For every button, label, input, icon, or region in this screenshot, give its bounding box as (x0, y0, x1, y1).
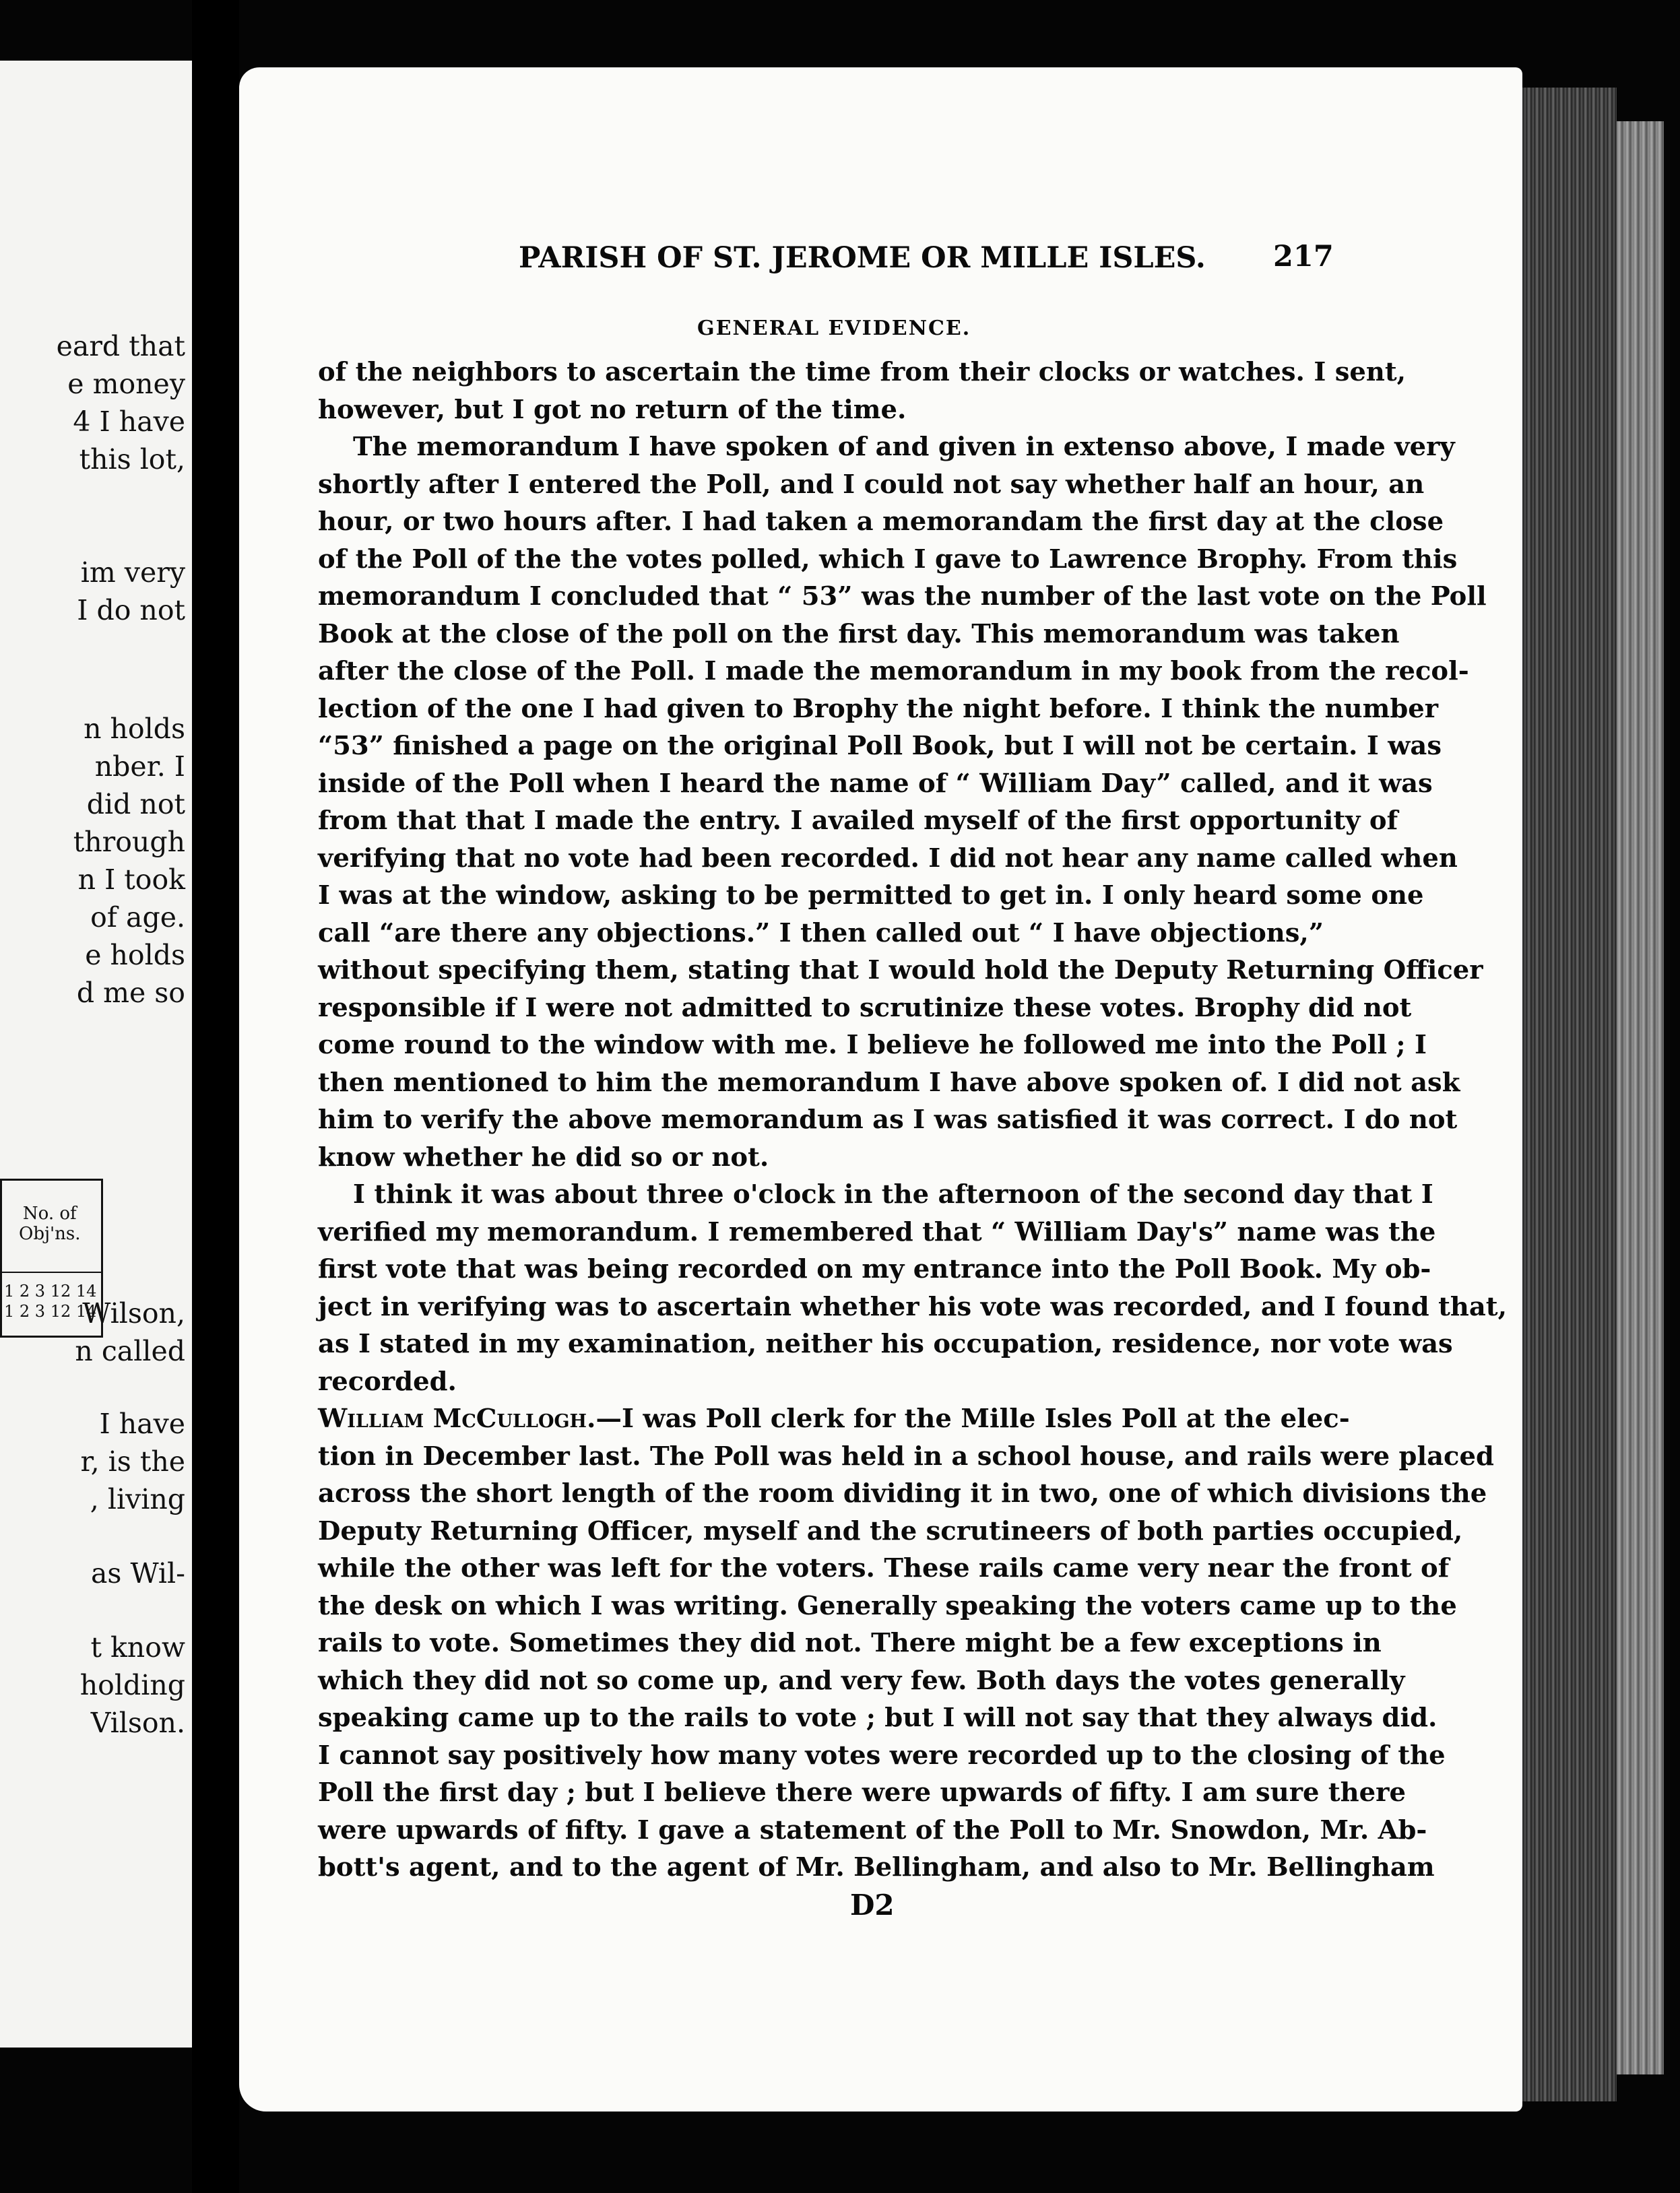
left-line: n called (75, 1335, 185, 1367)
signature-mark: D2 (850, 1889, 895, 1922)
left-line: e money (67, 368, 185, 400)
objections-table-fragment (0, 1179, 103, 1338)
text-line: recorded. (318, 1366, 457, 1397)
left-line: of age. (90, 901, 185, 934)
text-line: Book at the close of the poll on the first day. This memorandum was taken (318, 618, 1400, 649)
text-line: first vote that was being recorded on my entrance into the Poll Book. My ob- (318, 1254, 1431, 1284)
text-line: responsible if I were not admitted to scrutinize these votes. Brophy did not (318, 992, 1412, 1023)
text-line: across the short length of the room dividing it in two, one of which divisions the (318, 1478, 1487, 1509)
table-divider (0, 1181, 2, 1336)
book-gutter (192, 0, 239, 2193)
left-line: t know (90, 1631, 185, 1664)
table-row: 1 2 3 12 14 (4, 1282, 97, 1301)
left-line: did not (86, 788, 185, 820)
left-line: n holds (84, 713, 185, 745)
text-line: rails to vote. Sometimes they did not. There might be a few exceptions in (318, 1628, 1382, 1658)
table-header (19, 1204, 81, 1244)
text-line: verifying that no vote had been recorded. I did not hear any name called when (318, 843, 1458, 874)
witness-name: William McCullogh. (318, 1404, 596, 1434)
text-line: inside of the Poll when I heard the name of “ William Day” called, and it was (318, 768, 1433, 799)
text-line: of the Poll of the the votes polled, which I gave to Lawrence Brophy. From this (318, 544, 1458, 575)
text-line: I cannot say positively how many votes were recorded up to the closing of the (318, 1740, 1446, 1771)
text-line: shortly after I entered the Poll, and I could not say whether half an hour, an (318, 469, 1425, 500)
text-line: after the close of the Poll. I made the memorandum in my book from the recol- (318, 656, 1469, 686)
section-heading: GENERAL EVIDENCE. (697, 317, 971, 340)
text-line: lection of the one I had given to Brophy the night before. I think the number (318, 693, 1439, 724)
table-row: 1 2 3 12 14 (4, 1302, 97, 1321)
left-line: 4 I have (73, 405, 185, 438)
running-title: PARISH OF ST. JEROME OR MILLE ISLES. (519, 241, 1206, 275)
previous-page-fragment (0, 61, 196, 2048)
text-line: which they did not so come up, and very few. Both days the votes generally (318, 1665, 1405, 1696)
left-line: e holds (85, 939, 185, 971)
text-line (318, 1404, 1350, 1437)
text-line: bott's agent, and to the agent of Mr. Bellingham, and also to Mr. Bellingham (318, 1852, 1435, 1883)
text-line: hour, or two hours after. I had taken a memorandam the first day at the close (318, 506, 1444, 537)
text-line: speaking came up to the rails to vote ; but I will not say that they always did. (318, 1703, 1437, 1733)
text-line: while the other was left for the voters. These rails came very near the front of (318, 1553, 1450, 1583)
left-line: this lot, (79, 443, 185, 476)
left-line: as Wil- (90, 1557, 185, 1590)
text-line: I was at the window, asking to be permitted to get in. I only heard some one (318, 880, 1424, 911)
left-line: Wilson, (82, 1297, 185, 1330)
text-line: Poll the first day ; but I believe there were upwards of fifty. I am sure there (318, 1777, 1406, 1808)
text-line: then mentioned to him the memorandum I have above spoken of. I did not ask (318, 1067, 1460, 1098)
left-line: nber. I (94, 750, 185, 783)
text-line: ject in verifying was to ascertain whether his vote was recorded, and I found that, (318, 1291, 1507, 1322)
left-line: Vilson. (90, 1707, 185, 1739)
left-line: , living (90, 1483, 185, 1515)
left-line: through (73, 826, 185, 858)
left-line: im very (80, 556, 185, 589)
text-line: call “are there any objections.” I then called out “ I have objections,” (318, 917, 1324, 948)
table-header-line: Obj'ns. (19, 1224, 81, 1244)
text-line-rest: —I was Poll clerk for the Mille Isles Poll at the elec- (595, 1404, 1350, 1434)
page-edges-outer (1617, 121, 1664, 2074)
table-rule (0, 1272, 101, 1273)
text-line: were upwards of fifty. I gave a statement of the Poll to Mr. Snowdon, Mr. Ab- (318, 1814, 1427, 1845)
text-line: “53” finished a page on the original Poll Book, but I will not be certain. I was (318, 731, 1442, 761)
left-line: I do not (77, 594, 185, 626)
text-line: the desk on which I was writing. Generally speaking the voters came up to the (318, 1590, 1457, 1621)
text-line: from that that I made the entry. I availed myself of the first opportunity of (318, 806, 1398, 836)
text-line: tion in December last. The Poll was held in a school house, and rails were placed (318, 1441, 1494, 1472)
text-line: of the neighbors to ascertain the time from their clocks or watches. I sent, (318, 357, 1407, 387)
text-line: memorandum I concluded that “ 53” was the number of the last vote on the Poll (318, 581, 1487, 612)
left-line: eard that (56, 330, 185, 362)
text-line: him to verify the above memorandum as I was satisfied it was correct. I do not (318, 1105, 1458, 1135)
left-line: r, is the (80, 1445, 185, 1478)
text-line: however, but I got no return of the time. (318, 394, 907, 425)
text-line: Deputy Returning Officer, myself and the scrutineers of both parties occupied, (318, 1515, 1463, 1546)
text-line: verified my memorandum. I remembered that “ William Day's” name was the (318, 1216, 1436, 1247)
left-line: I have (99, 1408, 185, 1440)
text-line: as I stated in my examination, neither his occupation, residence, nor vote was (318, 1329, 1453, 1359)
text-line: I think it was about three o'clock in the afternoon of the second day that I (353, 1179, 1433, 1210)
text-line: The memorandum I have spoken of and given in extenso above, I made very (353, 432, 1455, 462)
left-line: d me so (76, 977, 185, 1009)
left-line: holding (79, 1669, 185, 1701)
page-number: 217 (1273, 240, 1334, 273)
text-line: without specifying them, stating that I would hold the Deputy Returning Officer (318, 955, 1483, 985)
page-edges (1519, 88, 1617, 2101)
table-header-line: No. of (22, 1204, 77, 1224)
left-line: n I took (77, 863, 185, 896)
text-line: come round to the window with me. I believe he followed me into the Poll ; I (318, 1030, 1427, 1060)
text-line: know whether he did so or not. (318, 1142, 769, 1173)
